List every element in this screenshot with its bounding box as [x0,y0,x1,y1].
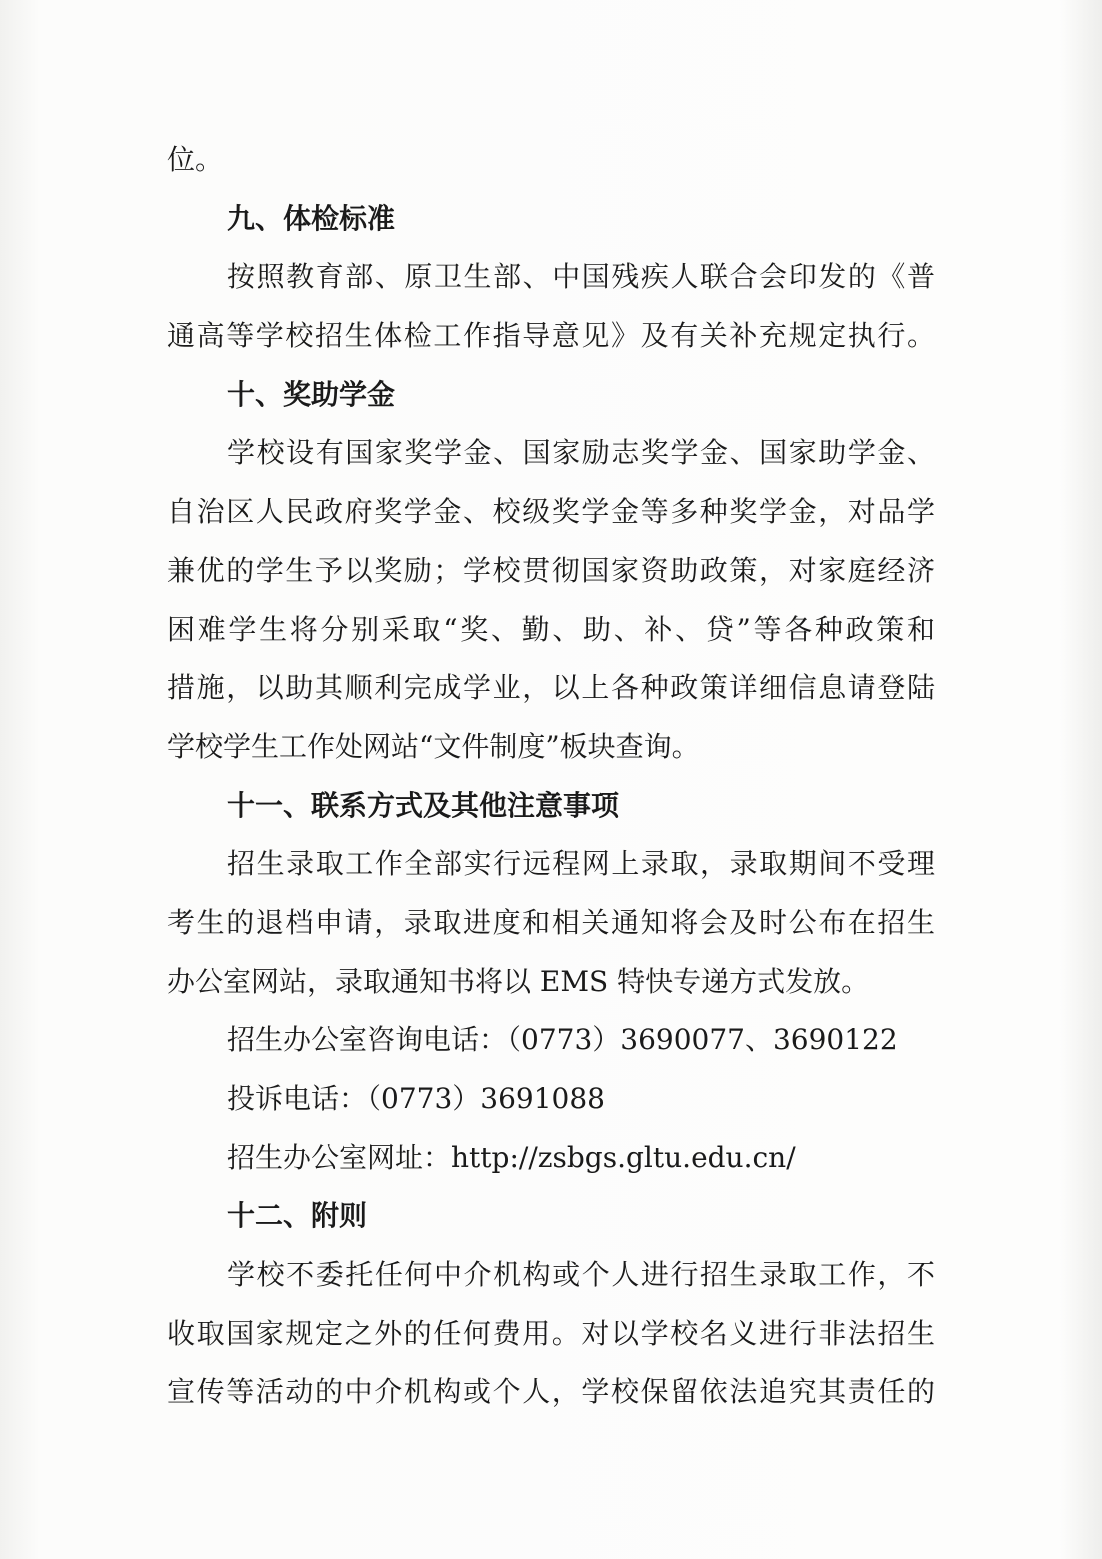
paragraph-line: 困难学生将分别采取“奖、勤、助、补、贷”等各种政策和 [167,612,935,646]
paragraph-line: 投诉电话：（0773）3691088 [227,1082,605,1115]
section-heading: 十二、附则 [227,1199,368,1233]
paragraph-line: 招生办公室咨询电话：（0773）3690077、3690122 [227,1023,898,1057]
paragraph-line: 措施，以助其顺利完成学业，以上各种政策详细信息请登陆 [167,671,935,705]
paragraph-line: 招生办公室网址：http://zsbgs.gltu.edu.cn/ [227,1140,796,1174]
paragraph-line: 学校不委托任何中介机构或个人进行招生录取工作，不 [227,1258,935,1292]
paragraph-line: 收取国家规定之外的任何费用。对以学校名义进行非法招生 [167,1316,935,1350]
paragraph-line: 宣传等活动的中介机构或个人，学校保留依法追究其责任的 [167,1375,935,1409]
paragraph-line: 学校设有国家奖学金、国家励志奖学金、国家助学金、 [227,436,935,470]
paragraph-line: 招生录取工作全部实行远程网上录取，录取期间不受理 [227,847,935,881]
paragraph-line: 位。 [167,143,224,176]
paragraph-line: 学校学生工作处网站“文件制度”板块查询。 [167,729,700,763]
section-heading: 九、体检标准 [227,201,396,235]
section-heading: 十、奖助学金 [227,377,396,411]
document-body [167,131,935,1422]
paragraph-line: 兼优的学生予以奖励；学校贯彻国家资助政策，对家庭经济 [167,553,935,587]
paragraph-line: 办公室网站，录取通知书将以 EMS 特快专递方式发放。 [167,964,870,998]
paragraph-line: 通高等学校招生体检工作指导意见》及有关补充规定执行。 [167,319,935,353]
section-heading: 十一、联系方式及其他注意事项 [227,788,620,822]
paragraph-line: 考生的退档申请，录取进度和相关通知将会及时公布在招生 [167,905,935,939]
paragraph-line: 按照教育部、原卫生部、中国残疾人联合会印发的《普 [227,260,935,294]
paragraph-line: 自治区人民政府奖学金、校级奖学金等多种奖学金，对品学 [167,495,935,529]
